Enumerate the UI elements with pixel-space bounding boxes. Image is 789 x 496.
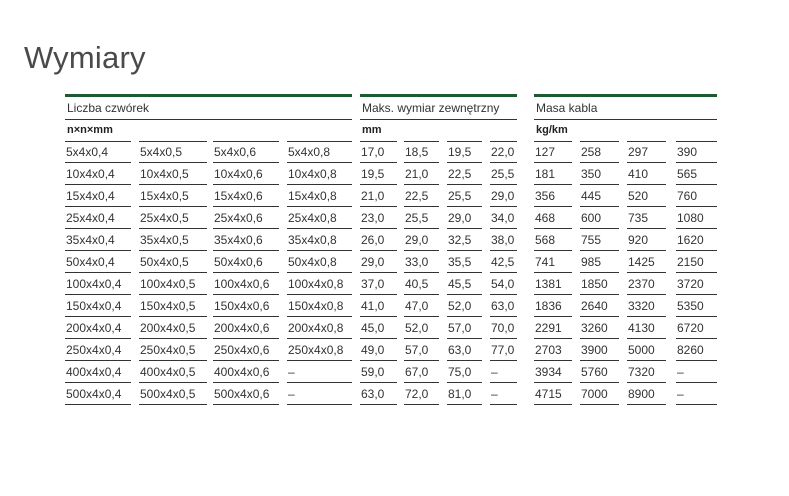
- table-cell: 63,0: [360, 384, 397, 405]
- table-cell: 500x4x0,4: [65, 384, 131, 405]
- table-cell: 81,0: [447, 384, 482, 405]
- table-row: [534, 318, 717, 340]
- table-cell: 250x4x0,5: [139, 340, 207, 361]
- table-cell: 22,5: [447, 164, 482, 185]
- table-row: [360, 274, 517, 296]
- table-cell: 3320: [627, 296, 666, 317]
- table-cell: 70,0: [490, 318, 517, 339]
- table-cell: 1080: [676, 208, 717, 229]
- table-cell: 445: [580, 186, 619, 207]
- table-row: [534, 164, 717, 186]
- table-cell: 29,0: [447, 208, 482, 229]
- table-cell: 10x4x0,6: [213, 164, 279, 185]
- table-cell: 600: [580, 208, 619, 229]
- table-rows: [534, 142, 717, 406]
- table-cell: 1850: [580, 274, 619, 295]
- table-cell: 10x4x0,8: [287, 164, 352, 185]
- table-row: [534, 362, 717, 384]
- table-cell: 15x4x0,5: [139, 186, 207, 207]
- table-cell: 297: [627, 142, 666, 163]
- table-rows: [65, 142, 352, 406]
- table-cell: 54,0: [490, 274, 517, 295]
- table-cell: 50x4x0,4: [65, 252, 131, 273]
- table-cell: 15x4x0,6: [213, 186, 279, 207]
- table-cell: 34,0: [490, 208, 517, 229]
- table-cell: 5x4x0,6: [213, 142, 279, 163]
- table-row: [65, 186, 352, 208]
- table-cell: 19,5: [447, 142, 482, 163]
- table-cell: 10x4x0,4: [65, 164, 131, 185]
- table-group-cable-mass: [534, 94, 717, 406]
- table-cell: 400x4x0,6: [213, 362, 279, 383]
- table-cell: 520: [627, 186, 666, 207]
- unit-row: [534, 120, 717, 142]
- table-row: [360, 186, 517, 208]
- table-cell: –: [490, 362, 517, 383]
- unit-label: n×n×mm: [67, 124, 113, 136]
- table-row: [534, 296, 717, 318]
- table-cell: 25,5: [404, 208, 439, 229]
- table-cell: 100x4x0,4: [65, 274, 131, 295]
- table-cell: 410: [627, 164, 666, 185]
- table-cell: 35x4x0,4: [65, 230, 131, 251]
- table-cell: 5x4x0,8: [287, 142, 352, 163]
- table-cell: 59,0: [360, 362, 397, 383]
- table-row: [534, 208, 717, 230]
- table-cell: 25x4x0,8: [287, 208, 352, 229]
- table-cell: 150x4x0,5: [139, 296, 207, 317]
- table-cell: –: [676, 384, 717, 405]
- table-cell: 1381: [534, 274, 572, 295]
- table-cell: 50x4x0,5: [139, 252, 207, 273]
- table-group-quad-count: [65, 94, 352, 406]
- table-cell: 25x4x0,4: [65, 208, 131, 229]
- table-cell: 57,0: [447, 318, 482, 339]
- table-cell: 2640: [580, 296, 619, 317]
- table-cell: 3934: [534, 362, 572, 383]
- table-cell: 3720: [676, 274, 717, 295]
- table-cell: 25,5: [447, 186, 482, 207]
- table-cell: 200x4x0,6: [213, 318, 279, 339]
- table-cell: 568: [534, 230, 572, 251]
- table-cell: 200x4x0,8: [287, 318, 352, 339]
- unit-row: [65, 120, 352, 142]
- table-cell: 18,5: [404, 142, 439, 163]
- table-row: [360, 164, 517, 186]
- table-cell: 1836: [534, 296, 572, 317]
- table-row: [65, 384, 352, 406]
- table-cell: 7320: [627, 362, 666, 383]
- page-title: Wymiary: [24, 40, 146, 75]
- table-cell: 38,0: [490, 230, 517, 251]
- table-row: [65, 296, 352, 318]
- table-cell: 37,0: [360, 274, 397, 295]
- table-cell: 7000: [580, 384, 619, 405]
- table-cell: 100x4x0,5: [139, 274, 207, 295]
- table-row: [65, 362, 352, 384]
- table-cell: 565: [676, 164, 717, 185]
- table-cell: 8900: [627, 384, 666, 405]
- table-cell: 35x4x0,5: [139, 230, 207, 251]
- table-cell: 32,5: [447, 230, 482, 251]
- table-cell: 150x4x0,8: [287, 296, 352, 317]
- table-row: [360, 252, 517, 274]
- table-cell: 35x4x0,6: [213, 230, 279, 251]
- table-row: [534, 252, 717, 274]
- table-cell: 25x4x0,6: [213, 208, 279, 229]
- table-cell: 200x4x0,4: [65, 318, 131, 339]
- table-cell: 1425: [627, 252, 666, 273]
- table-cell: 100x4x0,8: [287, 274, 352, 295]
- table-cell: 72,0: [404, 384, 439, 405]
- table-cell: 52,0: [447, 296, 482, 317]
- table-cell: 57,0: [404, 340, 439, 361]
- table-row: [65, 274, 352, 296]
- table-cell: 8260: [676, 340, 717, 361]
- table-cell: 2703: [534, 340, 572, 361]
- table-cell: 100x4x0,6: [213, 274, 279, 295]
- table-cell: 49,0: [360, 340, 397, 361]
- table-cell: 500x4x0,5: [139, 384, 207, 405]
- table-cell: 22,0: [490, 142, 517, 163]
- table-cell: 41,0: [360, 296, 397, 317]
- table-cell: 17,0: [360, 142, 397, 163]
- table-row: [65, 142, 352, 164]
- table-cell: 42,5: [490, 252, 517, 273]
- table-row: [534, 142, 717, 164]
- table-cell: 33,0: [404, 252, 439, 273]
- table-rows: [360, 142, 517, 406]
- table-cell: 15x4x0,8: [287, 186, 352, 207]
- table-row: [65, 164, 352, 186]
- table-row: [65, 230, 352, 252]
- table-cell: 15x4x0,4: [65, 186, 131, 207]
- table-cell: 23,0: [360, 208, 397, 229]
- table-cell: 29,0: [490, 186, 517, 207]
- table-row: [360, 230, 517, 252]
- table-cell: 35,5: [447, 252, 482, 273]
- table-cell: 181: [534, 164, 572, 185]
- table-row: [360, 362, 517, 384]
- table-cell: 468: [534, 208, 572, 229]
- table-cell: 19,5: [360, 164, 397, 185]
- table-cell: 29,0: [404, 230, 439, 251]
- table-cell: 50x4x0,6: [213, 252, 279, 273]
- table-row: [360, 208, 517, 230]
- table-row: [360, 384, 517, 406]
- table-row: [360, 142, 517, 164]
- table-cell: 400x4x0,5: [139, 362, 207, 383]
- table-cell: 390: [676, 142, 717, 163]
- table-cell: 25,5: [490, 164, 517, 185]
- table-cell: 350: [580, 164, 619, 185]
- table-cell: 2150: [676, 252, 717, 273]
- table-cell: 63,0: [490, 296, 517, 317]
- table-cell: 25x4x0,5: [139, 208, 207, 229]
- table-cell: –: [287, 384, 352, 405]
- table-cell: 500x4x0,6: [213, 384, 279, 405]
- table-row: [360, 296, 517, 318]
- table-cell: 400x4x0,4: [65, 362, 131, 383]
- table-cell: 10x4x0,5: [139, 164, 207, 185]
- unit-label: kg/km: [536, 124, 568, 136]
- table-cell: 47,0: [404, 296, 439, 317]
- table-cell: 258: [580, 142, 619, 163]
- table-cell: 250x4x0,6: [213, 340, 279, 361]
- unit-row: [360, 120, 517, 142]
- table-cell: 6720: [676, 318, 717, 339]
- group-header: Masa kabla: [534, 97, 717, 120]
- table-cell: 150x4x0,6: [213, 296, 279, 317]
- table-cell: 760: [676, 186, 717, 207]
- table-row: [65, 340, 352, 362]
- table-cell: 5000: [627, 340, 666, 361]
- table-cell: 200x4x0,5: [139, 318, 207, 339]
- table-cell: 741: [534, 252, 572, 273]
- table-row: [65, 318, 352, 340]
- table-cell: –: [676, 362, 717, 383]
- group-header: Maks. wymiar zewnętrzny: [360, 97, 517, 120]
- table-cell: 52,0: [404, 318, 439, 339]
- table-cell: 755: [580, 230, 619, 251]
- table-cell: 2291: [534, 318, 572, 339]
- table-row: [534, 230, 717, 252]
- table-cell: 5x4x0,4: [65, 142, 131, 163]
- table-cell: 22,5: [404, 186, 439, 207]
- table-cell: 127: [534, 142, 572, 163]
- table-cell: 150x4x0,4: [65, 296, 131, 317]
- table-cell: 5350: [676, 296, 717, 317]
- table-cell: 250x4x0,8: [287, 340, 352, 361]
- table-cell: 40,5: [404, 274, 439, 295]
- table-row: [534, 274, 717, 296]
- table-cell: 35x4x0,8: [287, 230, 352, 251]
- table-cell: 4130: [627, 318, 666, 339]
- table-cell: 5x4x0,5: [139, 142, 207, 163]
- table-cell: 67,0: [404, 362, 439, 383]
- table-row: [360, 340, 517, 362]
- table-cell: 735: [627, 208, 666, 229]
- table-row: [65, 208, 352, 230]
- table-cell: 75,0: [447, 362, 482, 383]
- table-cell: 5760: [580, 362, 619, 383]
- table-row: [360, 318, 517, 340]
- table-cell: 3900: [580, 340, 619, 361]
- table-group-outer-dimension: [360, 94, 517, 406]
- table-cell: 2370: [627, 274, 666, 295]
- table-cell: 50x4x0,8: [287, 252, 352, 273]
- table-cell: 45,0: [360, 318, 397, 339]
- table-cell: 4715: [534, 384, 572, 405]
- table-row: [534, 186, 717, 208]
- table-cell: 26,0: [360, 230, 397, 251]
- group-header: Liczba czwórek: [65, 97, 352, 120]
- table-cell: 1620: [676, 230, 717, 251]
- table-cell: 356: [534, 186, 572, 207]
- table-cell: 985: [580, 252, 619, 273]
- table-cell: 45,5: [447, 274, 482, 295]
- table-row: [65, 252, 352, 274]
- table-cell: 63,0: [447, 340, 482, 361]
- table-cell: –: [490, 384, 517, 405]
- table-cell: 3260: [580, 318, 619, 339]
- table-cell: 21,0: [404, 164, 439, 185]
- table-cell: 920: [627, 230, 666, 251]
- table-cell: –: [287, 362, 352, 383]
- table-row: [534, 340, 717, 362]
- table-cell: 29,0: [360, 252, 397, 273]
- table-cell: 21,0: [360, 186, 397, 207]
- table-row: [534, 384, 717, 406]
- table-cell: 250x4x0,4: [65, 340, 131, 361]
- unit-label: mm: [362, 124, 382, 136]
- table-cell: 77,0: [490, 340, 517, 361]
